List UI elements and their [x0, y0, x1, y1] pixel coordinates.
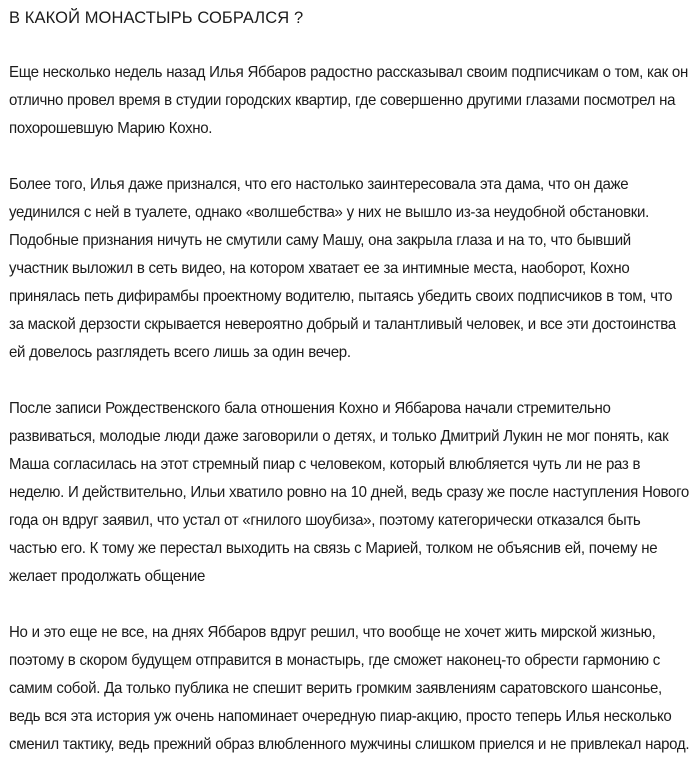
page-title: В КАКОЙ МОНАСТЫРЬ СОБРАЛСЯ ?: [9, 9, 304, 27]
article-body: [9, 58, 690, 758]
article-paragraph: Еще несколько недель назад Илья Яббаров радостно рассказывал своим подписчикам о том, как он отлично провел время в студии городских квартир, где совершенно другими глазами посмотрел на похорошевшую Марию Кохно.: [9, 63, 688, 137]
article-paragraph: Более того, Илья даже признался, что его настолько заинтересовала эта дама, что он даже уединился с ней в туалете, однако «волшебства» у них не вышло из-за неудобной обстановки. Подобные признания ничуть не смутили саму Машу, она закрыла глаза и на то, что бывший участник выложил в сеть видео, на котором хватает ее за интимные места, наоборот, Кохно принялась петь дифирамбы проектному водителю, пытаясь убедить своих подписчиков в том, что за маской дерзости скрывается невероятно добрый и талантливый человек, и все эти достоинства ей довелось разглядеть всего лишь за один вечер.: [9, 175, 676, 361]
article-paragraph: После записи Рождественского бала отношения Кохно и Яббарова начали стремительно развиваться, молодые люди даже заговорили о детях, и только Дмитрий Лукин не мог понять, как Маша согласилась на этот стремный пиар с человеком, который влюбляется чуть ли не раз в неделю. И действительно, Ильи хватило ровно на 10 дней, ведь сразу же после наступления Нового года он вдруг заявил, что устал от «гнилого шоубиза», поэтому категорически отказался быть частью его. К тому же перестал выходить на связь с Марией, толком не объяснив ей, почему не желает продолжать общение: [9, 399, 689, 585]
article-paragraph: Но и это еще не все, на днях Яббаров вдруг решил, что вообще не хочет жить мирской жизнью, поэтому в скором будущем отправится в монастырь, где сможет наконец-то обрести гармонию с самим собой. Да только публика не спешит верить громким заявлениям саратовского шансонье, ведь вся эта история уж очень напоминает очередную пиар-акцию, просто теперь Илья несколько сменил тактику, ведь прежний образ влюбленного мужчины слишком приелся и не привлекал народ.: [9, 623, 690, 753]
